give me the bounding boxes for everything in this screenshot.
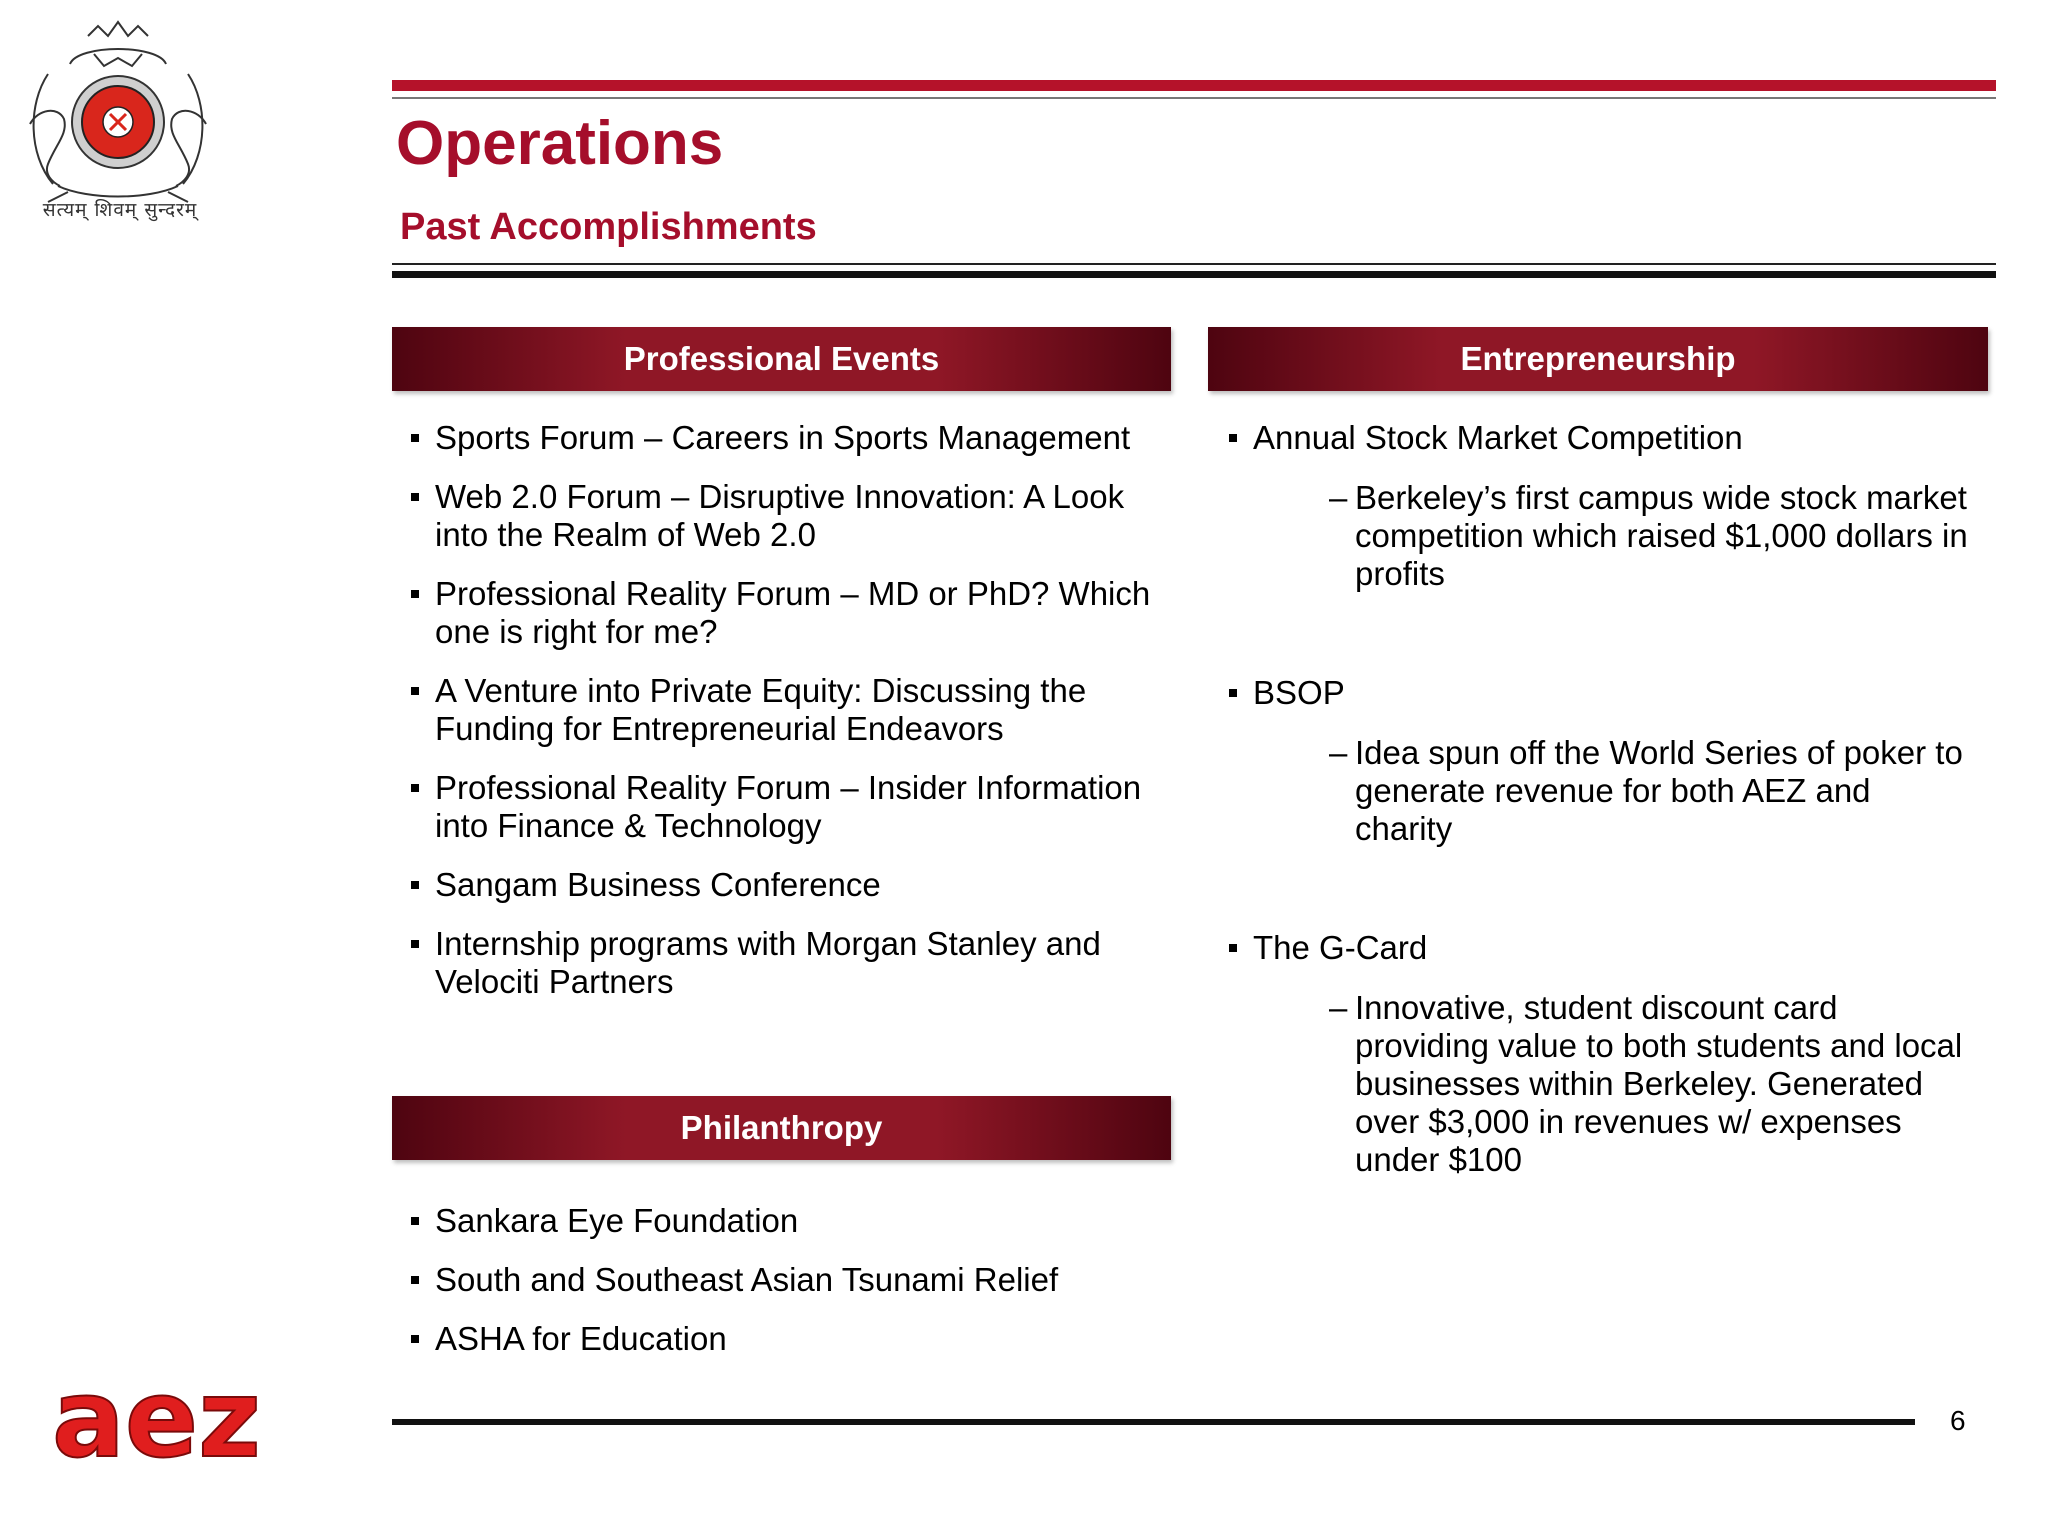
philanthropy-list bbox=[411, 1202, 1171, 1379]
header-bottom-thick-rule bbox=[392, 271, 1996, 278]
dash-marker: – bbox=[1329, 479, 1348, 516]
list-item: Professional Reality Forum – MD or PhD? Which one is right for me? bbox=[411, 575, 1171, 651]
list-item: Sankara Eye Foundation bbox=[411, 1202, 1171, 1240]
page-number: 6 bbox=[1950, 1405, 1966, 1436]
entrepreneurship-item-detail-text: Innovative, student discount card providing value to both students and local businesses within Berkeley. Generated over $3,000 in revenues w/ expenses under $100 bbox=[1355, 989, 1963, 1178]
entrepreneurship-heading bbox=[1208, 327, 1988, 391]
header-top-thin-rule bbox=[392, 97, 1996, 99]
entrepreneurship-item-detail bbox=[1329, 479, 1975, 593]
page-subtitle: Past Accomplishments bbox=[400, 206, 817, 248]
dash-marker: – bbox=[1329, 734, 1348, 771]
entrepreneurship-item-detail-text: Idea spun off the World Series of poker to generate revenue for both AEZ and charity bbox=[1355, 734, 1963, 847]
philanthropy-heading bbox=[392, 1096, 1171, 1160]
entrepreneurship-heading-label: Entrepreneurship bbox=[1460, 340, 1736, 377]
entrepreneurship-item-title: BSOP bbox=[1229, 674, 1345, 712]
entrepreneurship-item-title: The G-Card bbox=[1229, 929, 1427, 967]
list-item: Web 2.0 Forum – Disruptive Innovation: A Look into the Realm of Web 2.0 bbox=[411, 478, 1171, 554]
entrepreneurship-item-detail bbox=[1329, 734, 1975, 848]
philanthropy-heading-label: Philanthropy bbox=[680, 1109, 883, 1146]
list-item: Internship programs with Morgan Stanley and Velociti Partners bbox=[411, 925, 1171, 1001]
list-item: Professional Reality Forum – Insider Information into Finance & Technology bbox=[411, 769, 1171, 845]
list-item: A Venture into Private Equity: Discussing the Funding for Entrepreneurial Endeavors bbox=[411, 672, 1171, 748]
list-item: Sangam Business Conference bbox=[411, 866, 1171, 904]
entrepreneurship-item-detail-text: Berkeley’s first campus wide stock market competition which raised $1,000 dollars in profits bbox=[1355, 479, 1968, 592]
professional-events-list bbox=[411, 419, 1171, 1022]
header-bottom-thin-rule bbox=[392, 263, 1996, 265]
list-item: ASHA for Education bbox=[411, 1320, 1171, 1358]
header-top-red-rule bbox=[392, 80, 1996, 91]
professional-events-heading bbox=[392, 327, 1171, 391]
entrepreneurship-item-title: Annual Stock Market Competition bbox=[1229, 419, 1743, 457]
page-title: Operations bbox=[396, 109, 724, 178]
entrepreneurship-item-detail bbox=[1329, 989, 1975, 1179]
footer-rule bbox=[392, 1419, 1915, 1425]
list-item: Sports Forum – Careers in Sports Management bbox=[411, 419, 1171, 457]
aez-logo bbox=[48, 1370, 308, 1470]
professional-events-heading-label: Professional Events bbox=[623, 340, 940, 377]
crest-motto: सत्यम् शिवम् सुन्दरम् bbox=[42, 199, 198, 221]
list-item: South and Southeast Asian Tsunami Relief bbox=[411, 1261, 1171, 1299]
dash-marker: – bbox=[1329, 989, 1348, 1026]
aez-logo-text: aez bbox=[52, 1370, 261, 1470]
